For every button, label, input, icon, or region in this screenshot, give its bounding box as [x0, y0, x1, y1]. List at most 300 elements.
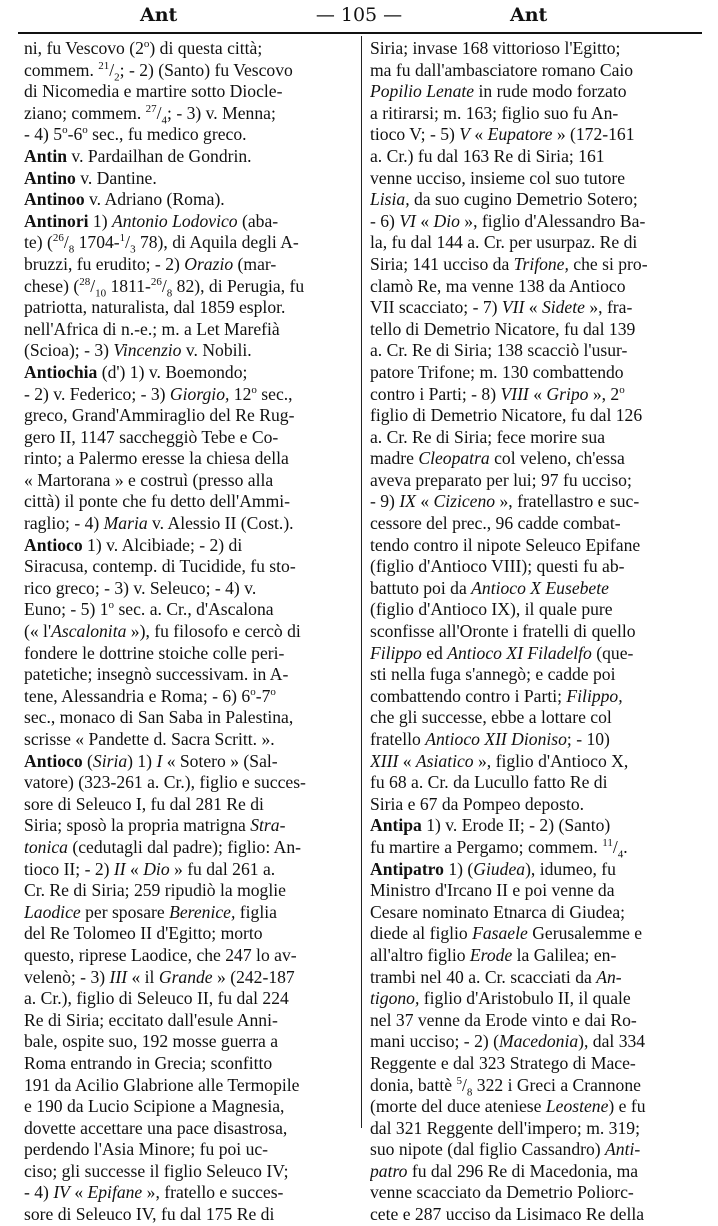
- text-run: /: [109, 59, 115, 80]
- text-run: II: [113, 858, 126, 879]
- text-run: vatore) (323-261 a. Cr.), figlio e succes-: [24, 772, 306, 793]
- text-run: tello di Demetrio Nicatore, fu dal 139: [370, 318, 636, 339]
- text-run: VIII: [500, 383, 529, 404]
- text-line: [24, 923, 354, 945]
- text-run: (figlio d'Antioco VIII); questi fu ab-: [370, 556, 625, 577]
- text-run: 21: [98, 59, 110, 72]
- text-line: [24, 60, 354, 82]
- text-run: - 9): [370, 491, 400, 512]
- text-run: Orazio: [184, 253, 234, 274]
- text-line: [24, 1096, 354, 1118]
- text-run: (d') 1) v. Boemondo;: [97, 361, 248, 382]
- text-run: - 4) 5: [24, 124, 63, 145]
- text-run: 5: [456, 1074, 462, 1087]
- page-header: [0, 0, 718, 30]
- text-run: commem.: [24, 59, 99, 80]
- text-run: Laodice: [24, 901, 81, 922]
- text-run: VII scacciato; - 7): [370, 297, 502, 318]
- text-line: [370, 880, 699, 902]
- text-run: 1811-: [106, 275, 151, 296]
- text-line: [370, 902, 699, 924]
- text-run: tene, Alessandria e Roma; - 6) 6: [24, 685, 251, 706]
- text-line: [24, 1010, 354, 1032]
- text-run: Sidete: [541, 297, 585, 318]
- text-line: [24, 621, 354, 643]
- text-run: nell'Africa di n.-e.; m. a Let Marefià: [24, 318, 280, 339]
- text-run: figlia: [235, 901, 277, 922]
- text-line: [24, 232, 354, 254]
- text-run: patore Trifone; m. 130 combattendo: [370, 361, 624, 382]
- text-run: «: [125, 858, 144, 879]
- text-line: [370, 837, 699, 859]
- text-run: » (172-161: [552, 124, 635, 145]
- text-run: « Martorana » e costruì (presso alla: [24, 469, 274, 490]
- text-run: Maria: [103, 513, 148, 534]
- text-run: o: [250, 685, 256, 698]
- text-run: V: [459, 124, 471, 145]
- text-run: sore di Seleuco IV, fu dal 175 Re di: [24, 1204, 275, 1225]
- entry-headword: Antino: [24, 167, 76, 188]
- text-run: «: [470, 124, 488, 145]
- text-run: », figlio d'Alessandro Ba-: [459, 210, 646, 231]
- text-run: /: [125, 232, 131, 253]
- text-run: I: [156, 750, 163, 771]
- text-run: VI: [399, 210, 416, 231]
- text-run: v. Adriano (Roma).: [84, 189, 225, 210]
- text-run: « Sotero » (Sal-: [162, 750, 278, 771]
- text-line: [370, 772, 699, 794]
- text-run: Gerusalemme e: [527, 923, 643, 944]
- text-line: [370, 254, 699, 276]
- text-run: figlio di Demetrio Nicatore, fu dal 126: [370, 405, 643, 426]
- text-run: 1704-: [74, 232, 120, 253]
- text-line: [370, 1031, 699, 1053]
- text-run: sore di Seleuco I, fu dal 281 Re di: [24, 793, 264, 814]
- text-run: -7: [255, 685, 271, 706]
- text-run: «: [415, 491, 434, 512]
- text-run: da suo cugino Demetrio Sotero;: [409, 189, 638, 210]
- text-line: [24, 837, 354, 859]
- text-run: » (242-187: [212, 966, 295, 987]
- text-run: Ministro d'Ircano II e poi venne da: [370, 880, 615, 901]
- text-run: Epifane: [87, 1182, 143, 1203]
- text-run: v. Alessio II (Cost.).: [147, 513, 294, 534]
- text-run: che si pro-: [568, 253, 648, 274]
- text-run: », figlio d'Antioco X,: [473, 750, 629, 771]
- text-run: », 2: [588, 383, 620, 404]
- text-line: [24, 686, 354, 708]
- text-run: del Re Tolomeo II d'Egitto; morto: [24, 923, 263, 944]
- text-line: [370, 38, 699, 60]
- text-run: città) il ponte che fu detto dell'Ammi-: [24, 491, 291, 512]
- text-run: tioco II; - 2): [24, 858, 114, 879]
- text-run: VII: [501, 297, 525, 318]
- text-run: 1) v. Alcibiade; - 2) di: [82, 534, 243, 555]
- text-run: 1) v. Erode II; - 2) (Santo): [421, 815, 611, 836]
- text-run: Antioco XI Filadelfo: [447, 642, 592, 663]
- text-run: tonica: [24, 836, 68, 857]
- text-run: Siria: [92, 750, 128, 771]
- text-line: [370, 319, 699, 341]
- text-run: 4: [161, 114, 168, 125]
- text-run: 12: [229, 383, 252, 404]
- text-run: 1) (: [443, 858, 474, 879]
- page-number: — 105 —: [315, 4, 403, 26]
- text-run: Cr. Re di Siria; 259 ripudiò la moglie: [24, 880, 286, 901]
- text-run: a. Cr. Re di Siria; 138 scacciò l'usur-: [370, 340, 628, 361]
- text-run: per sposare: [80, 901, 170, 922]
- text-line: [370, 189, 699, 211]
- text-run: patetiche; insegnò successivam. in A-: [24, 664, 289, 685]
- entry-headword: Antipa: [370, 815, 422, 836]
- text-line: [370, 470, 699, 492]
- text-run: donia, battè: [370, 1074, 457, 1095]
- text-run: /: [612, 836, 618, 857]
- text-run: 26: [150, 275, 162, 288]
- text-run: suo nipote (dal figlio Cassandro): [370, 1139, 606, 1160]
- text-line: [24, 254, 354, 276]
- text-line: [370, 967, 699, 989]
- text-run: chese) (: [24, 275, 80, 296]
- text-run: dovette accettare una pace disastrosa,: [24, 1117, 288, 1138]
- text-run: v. Pardailhan de Gondrin.: [67, 145, 252, 166]
- text-run: Antonio Lodovico: [111, 210, 238, 231]
- text-line: [24, 146, 354, 168]
- text-run: tioco V; - 5): [370, 124, 460, 145]
- text-line: [24, 448, 354, 470]
- text-run: all'altro figlio: [370, 944, 470, 965]
- text-run: fu martire a Pergamo; commem.: [370, 836, 603, 857]
- text-run: ; - 10): [566, 729, 610, 749]
- text-run: (: [82, 750, 93, 771]
- text-run: XIII: [370, 750, 399, 771]
- text-line: [24, 1182, 354, 1204]
- text-run: (« l': [24, 621, 52, 642]
- text-run: contro i Parti; - 8): [370, 383, 501, 404]
- text-run: o: [251, 383, 257, 396]
- entry-headword: Antin: [24, 145, 68, 166]
- text-run: 1): [88, 210, 112, 231]
- text-line: [24, 859, 354, 881]
- text-line: [370, 578, 699, 600]
- text-line: [370, 1161, 699, 1183]
- text-line: [24, 189, 354, 211]
- text-line: [370, 1182, 699, 1204]
- text-run: », fra-: [584, 297, 633, 318]
- text-line: [24, 772, 354, 794]
- text-run: di Nicomedia e martire sotto Diocle-: [24, 81, 283, 102]
- text-run: figlio d'Aristobulo II, il quale: [419, 988, 631, 1009]
- text-run: Lisia,: [370, 189, 410, 210]
- text-line: [24, 297, 354, 319]
- text-run: ; - 2) (Santo) fu Vescovo: [119, 59, 293, 80]
- text-run: /: [63, 232, 69, 253]
- text-line: [370, 1118, 699, 1140]
- text-run: Berenice,: [169, 901, 236, 922]
- text-line: [24, 880, 354, 902]
- text-line: [370, 1053, 699, 1075]
- text-line: [370, 859, 699, 881]
- text-run: (mar-: [233, 253, 277, 274]
- text-run: ziano; commem.: [24, 102, 146, 123]
- text-run: », fratellastro e suc-: [495, 491, 640, 512]
- text-run: Grande: [158, 966, 213, 987]
- text-run: 322 i Greci a Crannone: [472, 1074, 641, 1095]
- text-line: [24, 124, 354, 146]
- text-run: scrisse « Pandette d. Sacra Scritt. ».: [24, 729, 275, 749]
- text-line: [370, 1075, 699, 1097]
- text-run: 1: [119, 232, 126, 245]
- text-line: [24, 384, 354, 406]
- text-run: IV: [53, 1182, 70, 1203]
- text-line: [370, 124, 699, 146]
- text-run: fondere le dottrine stoiche colle peri-: [24, 642, 285, 663]
- text-run: o: [108, 599, 115, 612]
- text-line: [24, 794, 354, 816]
- text-run: ni, fu Vescovo (2: [24, 38, 144, 58]
- text-run: rinto; a Palermo eresse la chiesa della: [24, 448, 289, 469]
- text-run: ) di questa città;: [149, 38, 263, 58]
- text-line: [24, 168, 354, 190]
- text-run: Dio: [433, 210, 460, 231]
- text-run: a. Cr.) fu dal 163 Re di Siria; 161: [370, 145, 605, 166]
- text-run: cessore del prec., 96 cadde combat-: [370, 513, 621, 534]
- text-run: la Galilea; en-: [512, 944, 617, 965]
- text-line: [370, 729, 699, 751]
- text-run: « il: [127, 966, 159, 987]
- text-line: [24, 491, 354, 513]
- text-run: che gli successe, ebbe a lottare col: [370, 707, 612, 728]
- text-line: [370, 405, 699, 427]
- text-run: », fratello e succes-: [142, 1182, 284, 1203]
- text-run: sti nella fuga s'annegò; e cadde poi: [370, 664, 616, 685]
- text-run: sec., fu medico greco.: [87, 124, 247, 145]
- text-line: [24, 967, 354, 989]
- text-line: [370, 643, 699, 665]
- text-run: sconfisse all'Oronte i fratelli di quello: [370, 621, 636, 642]
- text-line: [24, 751, 354, 773]
- text-run: e 190 da Lucio Scipione a Magnesia,: [24, 1096, 285, 1117]
- text-run: 78), di Aquila degli A-: [135, 232, 299, 253]
- text-line: [370, 491, 699, 513]
- text-run: raglio; - 4): [24, 513, 104, 534]
- text-line: [24, 1118, 354, 1140]
- text-run: «: [69, 1182, 88, 1203]
- text-run: .: [623, 836, 628, 857]
- text-run: Gripo: [546, 383, 589, 404]
- text-run: Giorgio,: [169, 383, 230, 404]
- text-line: [24, 211, 354, 233]
- text-run: Eupatore: [487, 124, 553, 145]
- text-line: [370, 815, 699, 837]
- text-line: [24, 815, 354, 837]
- text-line: [370, 103, 699, 125]
- text-run: 3: [130, 243, 136, 254]
- text-line: [370, 707, 699, 729]
- text-run: /: [156, 102, 162, 123]
- text-run: «: [398, 750, 416, 771]
- entry-headword: Antinori: [24, 210, 89, 231]
- text-run: 11: [602, 837, 613, 850]
- text-run: Vincenzio: [113, 340, 182, 361]
- text-run: An-: [596, 966, 622, 987]
- text-run: Anti-: [605, 1139, 641, 1160]
- text-line: [370, 686, 699, 708]
- text-line: [24, 988, 354, 1010]
- text-run: Popilio Lenate: [370, 81, 475, 102]
- text-run: in rude modo forzato: [474, 81, 627, 102]
- text-run: te) (: [24, 232, 53, 253]
- text-run: (figlio d'Antioco IX), il quale pure: [370, 599, 613, 620]
- left-column: [24, 38, 354, 1226]
- text-run: Filippo,: [566, 685, 623, 706]
- text-run: o: [62, 124, 68, 137]
- text-line: [24, 1075, 354, 1097]
- text-run: cete e 287 ucciso da Lisimaco Re della: [370, 1204, 645, 1225]
- text-run: Antioco X Eusebete: [471, 577, 609, 598]
- text-line: [24, 470, 354, 492]
- text-run: fu dal 296 Re di Macedonia, ma: [407, 1160, 639, 1181]
- text-run: Trifone,: [513, 253, 569, 274]
- text-line: [370, 211, 699, 233]
- text-line: [24, 945, 354, 967]
- text-run: o: [270, 685, 276, 698]
- text-line: [24, 729, 354, 751]
- text-run: ciso; gli successe il figlio Seleuco IV;: [24, 1160, 289, 1181]
- text-run: bruzzi, fu erudito; - 2): [24, 253, 185, 274]
- text-run: ) 1): [127, 750, 157, 771]
- text-run: ) e fu: [608, 1096, 646, 1117]
- text-run: Siria; invase 168 vittorioso l'Egitto;: [370, 38, 621, 58]
- text-line: [24, 707, 354, 729]
- text-run: Siria e 67 da Pompeo deposto.: [370, 793, 585, 814]
- text-run: Euno; - 5) 1: [24, 599, 109, 620]
- text-line: [370, 556, 699, 578]
- text-run: Antioco XII Dioniso: [425, 729, 567, 749]
- text-run: ), idumeo, fu: [525, 858, 616, 879]
- text-line: [370, 448, 699, 470]
- text-run: Stra-: [250, 815, 286, 836]
- entry-headword: Antioco: [24, 750, 83, 771]
- text-line: [24, 38, 354, 60]
- text-run: (que-: [591, 642, 634, 663]
- text-run: Siria; 141 ucciso da: [370, 253, 514, 274]
- text-run: Ciziceno: [433, 491, 496, 512]
- text-run: battuto poi da: [370, 577, 472, 598]
- text-run: Dio: [143, 858, 170, 879]
- text-run: col veleno, ch'essa: [489, 448, 625, 469]
- text-line: [370, 923, 699, 945]
- text-run: - 2) v. Federico; - 3): [24, 383, 170, 404]
- text-line: [370, 1139, 699, 1161]
- text-line: [24, 81, 354, 103]
- text-run: 8: [166, 287, 173, 298]
- text-run: patro: [370, 1160, 408, 1181]
- text-run: Cleopatra: [418, 448, 490, 469]
- text-run: - 6): [370, 210, 400, 231]
- text-run: 8: [68, 243, 75, 254]
- text-run: la, fu dal 144 a. Cr. per usurpaz. Re di: [370, 232, 638, 253]
- text-run: /: [461, 1074, 467, 1095]
- text-run: mani ucciso; - 2) (: [370, 1031, 499, 1052]
- header-left-keyword: Ant: [140, 4, 178, 26]
- text-run: (Scioa); - 3): [24, 340, 114, 361]
- text-line: [370, 664, 699, 686]
- text-line: [370, 427, 699, 449]
- text-run: Re di Siria; eccitato dall'esule Anni-: [24, 1009, 278, 1030]
- text-run: gero II, 1147 saccheggiò Tebe e Co-: [24, 426, 279, 447]
- text-run: o: [143, 38, 150, 51]
- text-run: Ascalonita: [51, 621, 127, 642]
- text-line: [370, 1010, 699, 1032]
- text-run: tendo contro il nipote Seleuco Epifane: [370, 534, 641, 555]
- text-run: (cedutagli dal padre); figlio: An-: [67, 836, 302, 857]
- text-line: [24, 902, 354, 924]
- text-run: /: [161, 275, 167, 296]
- text-line: [370, 599, 699, 621]
- text-run: clamò Re, ma venne 138 da Antioco: [370, 275, 626, 296]
- text-run: trambi nel 40 a. Cr. scacciati da: [370, 966, 597, 987]
- text-run: »), fu filosofo e cercò di: [126, 621, 301, 642]
- text-run: Asiatico: [415, 750, 474, 771]
- text-line: [24, 556, 354, 578]
- text-line: [24, 643, 354, 665]
- text-line: [24, 103, 354, 125]
- text-run: 191 da Acilio Glabrione alle Termopile: [24, 1074, 300, 1095]
- text-line: [24, 427, 354, 449]
- text-run: Filippo: [370, 642, 422, 663]
- text-run: a. Cr.), figlio di Seleuco II, fu dal 224: [24, 988, 289, 1009]
- text-run: (morte del duce ateniese: [370, 1096, 546, 1117]
- text-run: Leostene: [545, 1096, 609, 1117]
- text-line: [24, 578, 354, 600]
- text-line: [370, 513, 699, 535]
- text-line: [24, 405, 354, 427]
- text-run: venne scacciato da Demetrio Poliorc-: [370, 1182, 634, 1203]
- entry-headword: Antinoo: [24, 189, 85, 210]
- text-run: Roma entrando in Grecia; sconfitto: [24, 1052, 273, 1073]
- text-line: [24, 340, 354, 362]
- text-run: ed: [421, 642, 448, 663]
- text-run: III: [109, 966, 128, 987]
- text-run: o: [619, 383, 625, 396]
- text-line: [370, 621, 699, 643]
- text-run: ma fu dall'ambasciatore romano Caio: [370, 59, 634, 80]
- entry-headword: Antiochia: [24, 361, 98, 382]
- text-run: fu 68 a. Cr. da Lucullo fatto Re di: [370, 772, 608, 793]
- text-run: questo, riprese Laodice, che 247 lo av-: [24, 944, 297, 965]
- text-line: [370, 535, 699, 557]
- text-line: [24, 535, 354, 557]
- text-run: bale, ospite suo, 192 mosse guerra a: [24, 1031, 279, 1052]
- text-line: [24, 513, 354, 535]
- text-line: [370, 1096, 699, 1118]
- text-run: Fasaele: [472, 923, 528, 944]
- text-run: «: [528, 383, 547, 404]
- text-run: 28: [79, 275, 91, 288]
- text-run: ; - 3) v. Menna;: [167, 102, 276, 123]
- text-line: [370, 751, 699, 773]
- text-run: «: [415, 210, 434, 231]
- text-run: - 4): [24, 1182, 54, 1203]
- text-line: [370, 168, 699, 190]
- text-run: perdendo l'Asia Minore; fu poi uc-: [24, 1139, 269, 1160]
- text-line: [24, 664, 354, 686]
- text-run: v. Nobili.: [181, 340, 252, 361]
- text-run: 10: [95, 287, 107, 298]
- text-run: 26: [52, 232, 64, 245]
- text-run: aveva preparato per lui; 97 fu ucciso;: [370, 469, 632, 490]
